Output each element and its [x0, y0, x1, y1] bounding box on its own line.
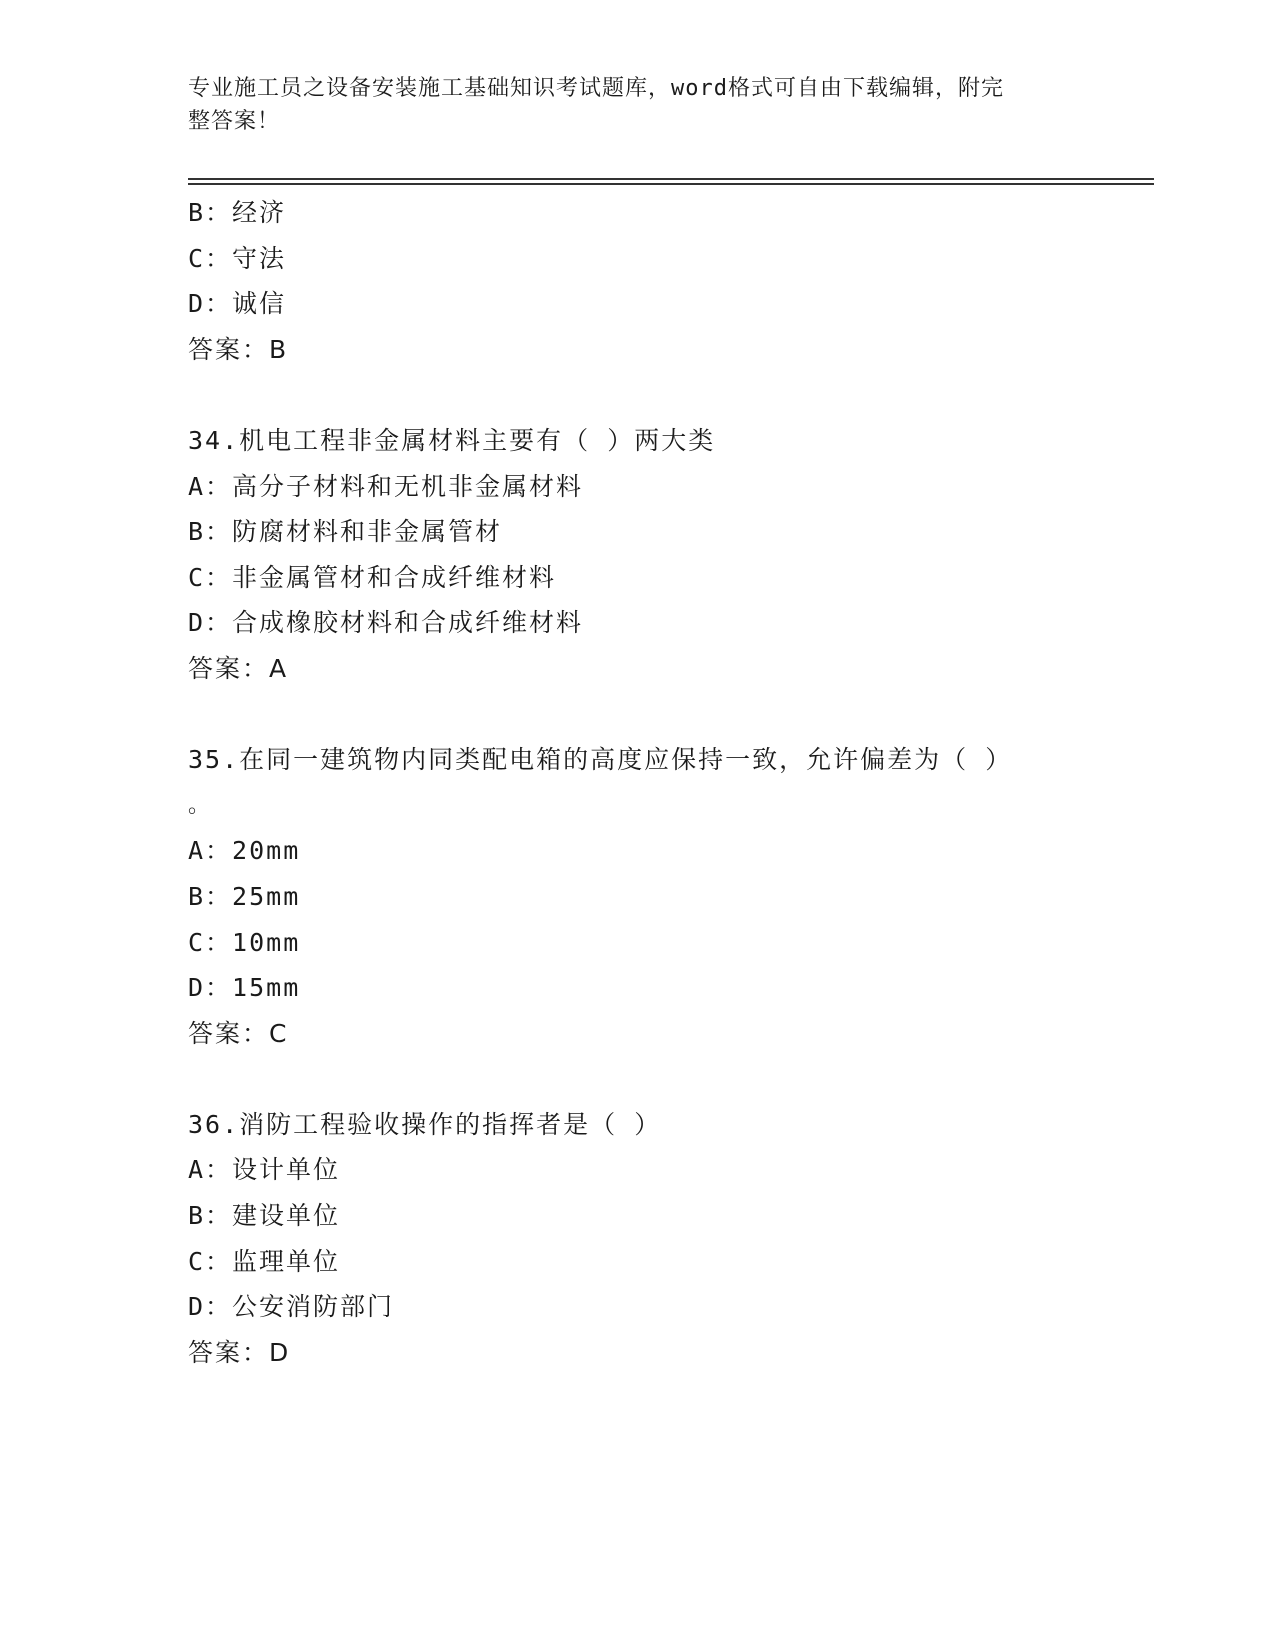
header-line-2: 整答案！	[188, 109, 281, 134]
option-c: C：监理单位	[188, 1246, 341, 1276]
header-divider-bottom	[188, 183, 1154, 185]
option-c: C：10mm	[188, 927, 301, 957]
answer-line: 答案：D	[188, 1337, 291, 1367]
header-line-1: 专业施工员之设备安装施工基础知识考试题库，word格式可自由下载编辑，附完	[188, 76, 1004, 101]
question-block-34	[188, 418, 1088, 692]
option-d: D：合成橡胶材料和合成纤维材料	[188, 608, 584, 638]
answer-line: 答案：A	[188, 653, 289, 683]
question-list	[188, 190, 1088, 1375]
option-a: A：设计单位	[188, 1155, 341, 1185]
question-stem: 36.消防工程验收操作的指挥者是（ ）	[188, 1109, 662, 1139]
spacer	[188, 372, 1088, 418]
question-block-36	[188, 1102, 1088, 1376]
option-b: B：经济	[188, 198, 287, 227]
option-a: A：20mm	[188, 836, 301, 866]
spacer	[188, 1056, 1088, 1102]
question-block-33	[188, 190, 1088, 372]
option-c: C：守法	[188, 243, 287, 273]
question-stem-continuation: 。	[188, 792, 213, 818]
option-c: C：非金属管材和合成纤维材料	[188, 562, 557, 592]
question-stem: 34.机电工程非金属材料主要有（ ）两大类	[188, 425, 716, 455]
document-header	[188, 72, 1068, 138]
option-d: D：15mm	[188, 973, 301, 1003]
option-b: B：建设单位	[188, 1201, 341, 1231]
header-divider-top	[188, 178, 1154, 180]
option-a: A：高分子材料和无机非金属材料	[188, 471, 584, 501]
option-d: D：公安消防部门	[188, 1292, 395, 1322]
question-stem: 35.在同一建筑物内同类配电箱的高度应保持一致，允许偏差为（ ）	[188, 745, 1013, 775]
option-b: B：防腐材料和非金属管材	[188, 517, 503, 547]
question-block-35	[188, 737, 1088, 1056]
answer-line: 答案：C	[188, 1018, 289, 1048]
answer-line: 答案：B	[188, 334, 289, 364]
spacer	[188, 692, 1088, 738]
option-d: D：诚信	[188, 289, 287, 319]
option-b: B：25mm	[188, 881, 301, 911]
